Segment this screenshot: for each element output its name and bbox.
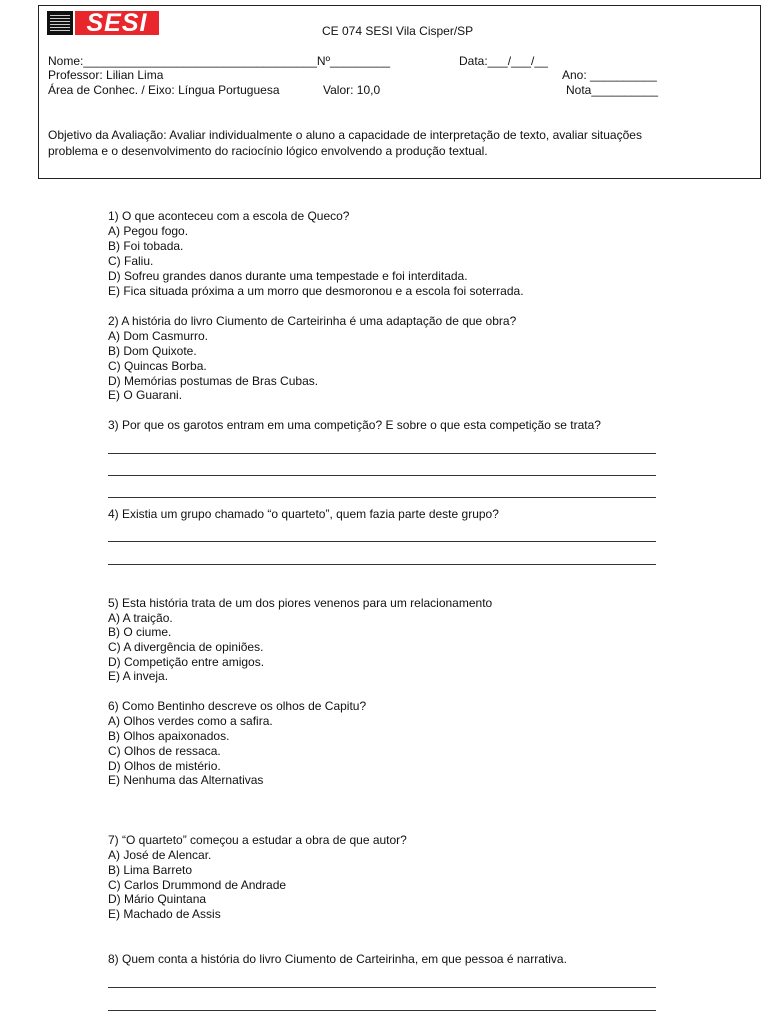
q3-answer-line[interactable] [108,497,656,498]
question-6: 6) Como Bentinho descreve os olhos de Capitu? [108,699,367,713]
q6-option-e: E) Nenhuma das Alternativas [108,773,264,787]
q1-option-d: D) Sofreu grandes danos durante uma tempestade e foi interditada. [108,269,468,283]
q2-option-b: B) Dom Quixote. [108,344,197,358]
question-8: 8) Quem conta a história do livro Ciumento de Carteirinha, em que pessoa é narrativa. [108,952,567,966]
q7-option-b: B) Lima Barreto [108,863,193,877]
question-1: 1) O que aconteceu com a escola de Queco? [108,209,350,223]
q2-option-c: C) Quincas Borba. [108,359,207,373]
q4-answer-line[interactable] [108,541,656,542]
name-field: Nome:___________________________________Nº_________ [48,54,391,68]
q5-option-c: C) A divergência de opiniões. [108,640,264,654]
question-2: 2) A história do livro Ciumento de Carteirinha é uma adaptação de que obra? [108,314,517,328]
year-field: Ano: __________ [562,68,657,82]
q1-option-a: A) Pegou fogo. [108,224,189,238]
question-7: 7) “O quarteto” começou a estudar a obra de que autor? [108,833,407,847]
q6-option-b: B) Olhos apaixonados. [108,729,230,743]
nota-field: Nota__________ [566,83,659,97]
q1-option-e: E) Fica situada próxima a um morro que desmoronou e a escola foi soterrada. [108,284,524,298]
q8-answer-line[interactable] [108,1010,656,1011]
q2-option-a: A) Dom Casmurro. [108,329,209,343]
question-3: 3) Por que os garotos entram em uma competição? E sobre o que esta competição se trata? [108,418,601,432]
q1-option-c: C) Faliu. [108,254,154,268]
q7-option-e: E) Machado de Assis [108,907,221,921]
question-4: 4) Existia um grupo chamado “o quarteto”, quem fazia parte deste grupo? [108,507,499,521]
q4-answer-line[interactable] [108,564,656,565]
valor-label: Valor: 10,0 [323,83,381,97]
school-name: CE 074 SESI Vila Cisper/SP [322,24,474,38]
q3-answer-line[interactable] [108,475,656,476]
area-label: Área de Conhec. / Eixo: Língua Portuguesa [48,83,280,97]
q3-answer-line[interactable] [108,453,656,454]
question-5: 5) Esta história trata de um dos piores venenos para um relacionamento [108,596,493,610]
q2-option-d: D) Memórias postumas de Bras Cubas. [108,374,319,388]
q1-option-b: B) Foi tobada. [108,239,184,253]
q6-option-a: A) Olhos verdes como a safira. [108,714,273,728]
sesi-logo [47,11,159,35]
q6-option-c: C) Olhos de ressaca. [108,744,221,758]
logo-text: SESI [75,11,159,35]
q7-option-c: C) Carlos Drummond de Andrade [108,878,287,892]
objective-line-2: problema e o desenvolvimento do raciocínio lógico envolvendo a produção textual. [48,144,488,158]
q5-option-d: D) Competição entre amigos. [108,655,265,669]
q7-option-d: D) Mário Quintana [108,892,207,906]
q6-option-d: D) Olhos de mistério. [108,759,221,773]
q8-answer-line[interactable] [108,987,656,988]
objective-line-1: Objetivo da Avaliação: Avaliar individualmente o aluno a capacidade de interpretação de texto, avaliar situações [48,128,642,142]
q5-option-a: A) A traição. [108,611,173,625]
q7-option-a: A) José de Alencar. [108,848,212,862]
q2-option-e: E) O Guarani. [108,388,183,402]
logo-emblem-icon [47,11,73,35]
q5-option-b: B) O ciume. [108,625,172,639]
q5-option-e: E) A inveja. [108,669,169,683]
professor-label: Professor: Lilian Lima [48,68,164,82]
date-field: Data:___/___/__ [459,54,548,68]
